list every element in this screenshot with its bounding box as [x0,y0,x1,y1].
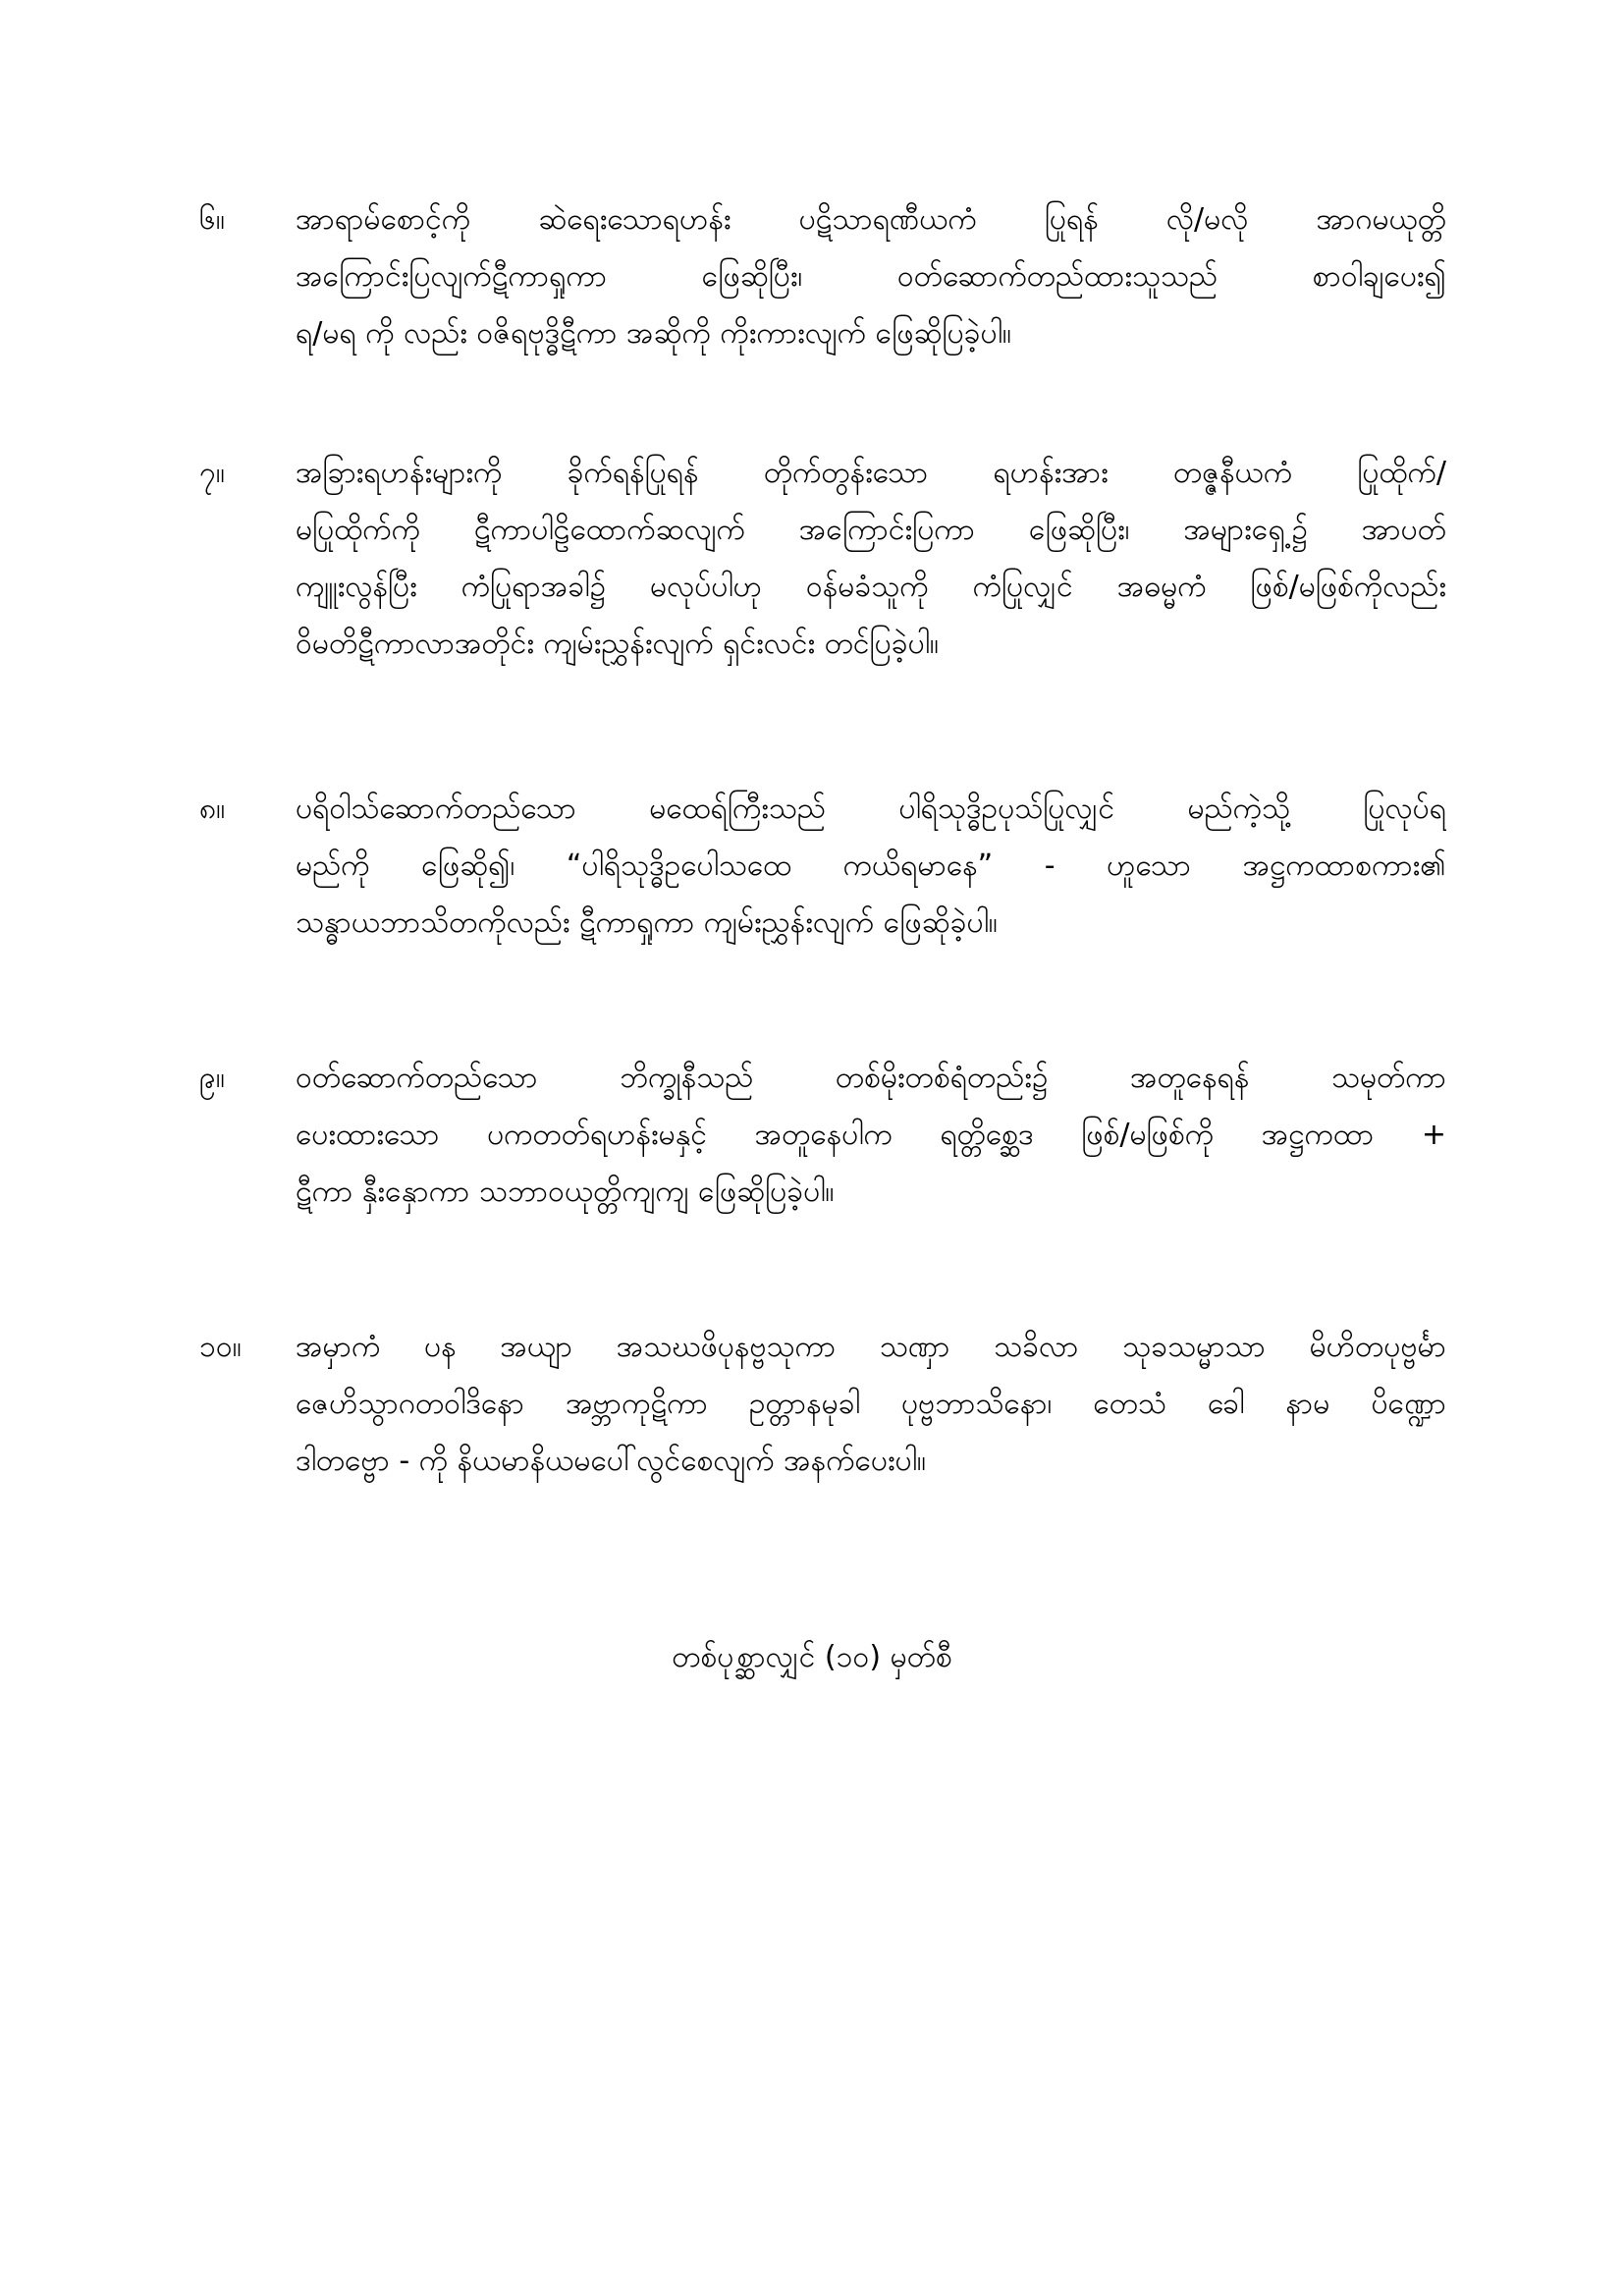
text-line: ဇေဟိသွာဂတဝါဒိနော အဗ္ဘာကုဋိကာ ဥတ္တာနမုခါ ပုဗ္ဗဘာသိနော၊ တေသံ ခေါ နာမ ပိဏ္ဍော [296,1387,1446,1421]
text-line: အခြားရဟန်းများကို ခိုက်ရန်ပြုရန် တိုက်တွန်းသော ရဟန်းအား တဇ္ဇနီယကံ ပြုထိုက်/ [296,456,1446,490]
text-line: အာရာမ်စောင့်ကို ဆဲရေးသောရဟန်း ပဋိသာရဏီယကံ ပြုရန် လို/မလို အာဂမယုတ္တိ [296,202,1446,237]
text-line: ကျူးလွန်ပြီး ကံပြုရာအခါ၌ မလုပ်ပါဟု ၀န်မခံသူကို ကံပြုလျှင် အဓမ္မကံ ဖြစ်/မဖြစ်ကိုလည်း [296,570,1446,604]
question-text [296,445,1446,673]
text-line: သန္ဓာယဘာသိတကိုလည်း ဋီကာရှုကာ ကျမ်းညွှန်းလျက် ဖြေဆိုခဲ့ပါ။ [296,905,998,940]
question-number: ၁၀။ [199,1330,242,1364]
question-number: ၉။ [199,1061,225,1095]
text-line: မပြုထိုက်ကို ဋီကာပါဠိထောက်ဆလျက် အကြောင်းပြကာ ဖြေဆိုပြီး၊ အများရှေ့၌ အာပတ် [296,513,1446,547]
question-text [296,781,1446,952]
question-text [296,1319,1446,1490]
text-line: အမှာကံ ပန အယျာ အသဃဖိပုနဗ္ဗသုကာ သဏှာ သခိလာ သုခသမ္မာသာ မိဟိတပုဗ္ဗင်္မာ [296,1330,1446,1364]
text-line: ၀တ်ဆောက်တည်သော ဘိက္ခုနီသည် တစ်မိုးတစ်ရံတည်း၌ အတူနေရန် သမုတ်ကာ [296,1061,1446,1095]
question-text [296,191,1446,362]
text-line: ဒါတဗ္ဗော - ကို နိယမာနိယမပေါ်လွင်စေလျက် အနက်ပေးပါ။ [296,1444,926,1478]
question-number: ၈။ [199,792,226,826]
question-number: ၇။ [199,456,225,490]
text-line: အကြောင်းပြလျက်ဋီကာရှုကာ ဖြေဆိုပြီး၊ ၀တ်ဆောက်တည်ထားသူသည် စာ၀ါချပေး၍ [296,259,1446,294]
text-line: မည်ကို ဖြေဆို၍၊ “ပါရိသုဒ္ဓိဥပေါသထေ ကယိရမာနေ” - ဟူသော အဋ္ဌကထာစကား၏ [296,848,1446,883]
question-number: ၆။ [199,202,225,237]
text-line: ပရိဝါသ်ဆောက်တည်သော မထေရ်ကြီးသည် ပါရိသုဒ္ဓိဥပုသ်ပြုလျှင် မည်ကဲ့သို့ ပြုလုပ်ရ [296,792,1446,826]
question-text [296,1050,1446,1221]
text-line: ပေးထားသော ပကတတ်ရဟန်းမနှင့် အတူနေပါက ရတ္တိစ္ဆေဒ ဖြစ်/မဖြစ်ကို အဋ္ဌကထာ + [296,1118,1446,1152]
text-line: ဋီကာ နှီးနှောကာ သဘာဝယုတ္တိကျကျ ဖြေဆိုပြခဲ့ပါ။ [296,1175,835,1209]
text-line: ဝိမတိဋီကာလာအတိုင်း ကျမ်းညွှန်းလျက် ရှင်းလင်း တင်ပြခဲ့ပါ။ [296,627,939,661]
marks-note: တစ်ပုစ္ဆာလျှင် (၁၀) မှတ်စီ [672,1640,952,1674]
text-line: ရ/မရ ကို လည်း ၀ဇိရဗုဒ္ဓိဋီကာ အဆိုကို ကိုးကားလျက် ဖြေဆိုပြခဲ့ပါ။ [296,316,1011,351]
